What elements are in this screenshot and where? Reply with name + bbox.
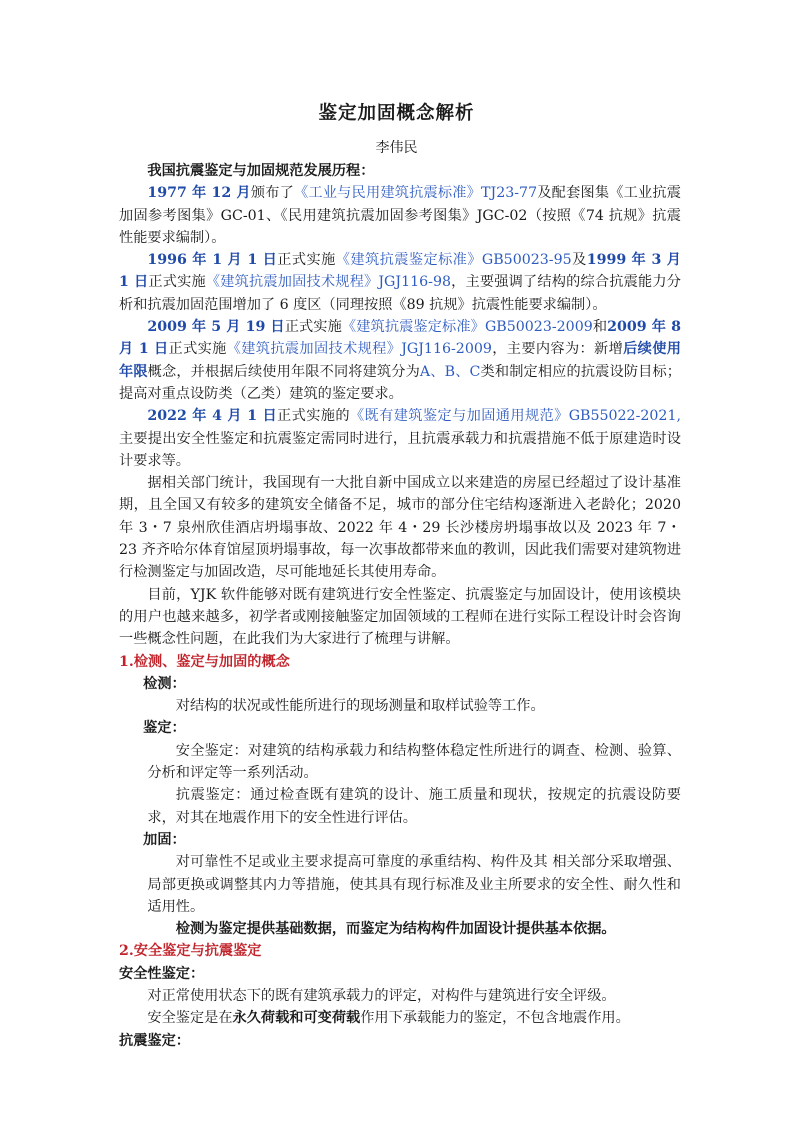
appraise-label: 鉴定： [143,720,186,737]
history-section [119,160,681,1052]
safety-definition: 对正常使用状态下的既有建筑承载力的评定，对构件与建筑进行安全评级。 [147,987,616,1004]
yjk-paragraph: 目前，YJK 软件能够对既有建筑进行安全性鉴定、抗震鉴定与加固设计，使用该模块的用户也越来越多，初学者或刚接触鉴定加固领域的工程师在进行实际工程设计时会咨询一些概念性问题，在此我们为大家进行了梳理与讲解。 [119,586,681,648]
safety-label: 安全性鉴定： [119,965,205,982]
detect-definition: 对结构的状况或性能所进行的现场测量和取样试验等工作。 [175,698,545,715]
safety-scope: 安全鉴定是在永久荷载和可变荷载作用下承载能力的鉴定，不包含地震作用。 [147,1010,630,1027]
standard-name: 《建筑抗震鉴定标准》GB50023-2009 [341,319,593,336]
author: 李伟民 [375,140,418,156]
seismic-appraisal-definition: 抗震鉴定：通过检查既有建筑的设计、施工质量和现状，按规定的抗震设防要求，对其在地震作用下的安全性进行评估。 [147,787,681,826]
summary-statement: 检测为鉴定提供基础数据，而鉴定为结构构件加固设计提供基本依据。 [175,921,616,938]
page-title: 鉴定加固概念解析 [318,103,475,124]
history-paragraph-2022: 2022 年 4 月 1 日正式实施的《既有建筑鉴定与加固通用规范》GB55022-2021,主要提出安全性鉴定和抗震鉴定需同时进行，且抗震承载力和抗震措施不低于原建造时设计要求等。 [119,408,681,469]
safety-appraisal-definition: 安全鉴定：对建筑的结构承载力和结构整体稳定性所进行的调查、检测、验算、分析和评定等一系列活动。 [147,742,681,782]
highlight-term: 后续使用年限 [119,341,681,380]
section-heading-1: 1.检测、鉴定与加固的概念 [119,653,290,670]
statistics-paragraph: 据相关部门统计，我国现有一大批自新中国成立以来建造的房屋已经超过了设计基准期，且全国又有较多的建筑安全储备不足，城市的部分住宅结构逐渐进入老龄化；2020 年 3・7 泉州欣佳酒店坍塌事故、2022 年 4・29 长沙楼房坍塌事故以及 2023 年 7・23 齐齐哈尔体育馆屋顶坍塌事故，每一次事故都带来血的教训，因此我们需要对建筑物进行检测鉴定与加固改造，尽可能地延长其使用寿命。 [119,475,681,581]
strengthen-definition: 对可靠性不足或业主要求提高可靠度的承重结构、构件及其 相关部分采取增强、局部更换或调整其内力等措施，使其具有现行标准及业主所要求的安全性、耐久性和适用性。 [147,854,681,915]
standard-name: 《既有建筑鉴定与加固通用规范》GB55022-2021, [349,408,681,425]
history-paragraph-2009: 2009 年 5 月 19 日正式实施《建筑抗震鉴定标准》GB50023-2009和2009 年 8 月 1 日正式实施《建筑抗震加固技术规程》JGJ116-2009，主要内容为：新增后续使用年限概念，并根据后续使用年限不同将建筑分为A、B、C类和制定相应的抗震设防目标；提高对重点设防类（乙类）建筑的鉴定要求。 [119,319,681,402]
seismic-label: 抗震鉴定： [119,1032,190,1049]
strengthen-label: 加固： [143,831,186,848]
standard-name: 《建筑抗震加固技术规程》JGJ116-2009 [226,341,492,358]
history-paragraph-1996: 1996 年 1 月 1 日正式实施《建筑抗震鉴定标准》GB50023-95及1999 年 3 月 1 日正式实施《建筑抗震加固技术规程》JGJ116-98，主要强调了结构的综合抗震能力分析和抗震加固范围增加了 6 度区（同理按照《89 抗规》抗震性能要求编制）。 [119,252,681,313]
standard-name: 《建筑抗震加固技术规程》JGJ116-98 [205,274,451,291]
load-emphasis: 永久荷载和可变荷载 [232,1010,361,1027]
history-heading: 我国抗震鉴定与加固规范发展历程： [147,163,375,179]
section-heading-2: 2.安全鉴定与抗震鉴定 [119,943,262,960]
history-paragraph-1977: 1977 年 12 月颁布了《工业与民用建筑抗震标准》TJ23-77及配套图集《工业抗震加固参考图集》GC-01、《民用建筑抗震加固参考图集》JGC-02（按照《74 抗规》抗震性能要求编制）。 [119,185,681,246]
detect-label: 检测： [143,675,186,692]
standard-name: 《建筑抗震鉴定标准》GB50023-95 [335,252,572,269]
standard-name: 《工业与民用建筑抗震标准》TJ23-77 [294,185,538,202]
